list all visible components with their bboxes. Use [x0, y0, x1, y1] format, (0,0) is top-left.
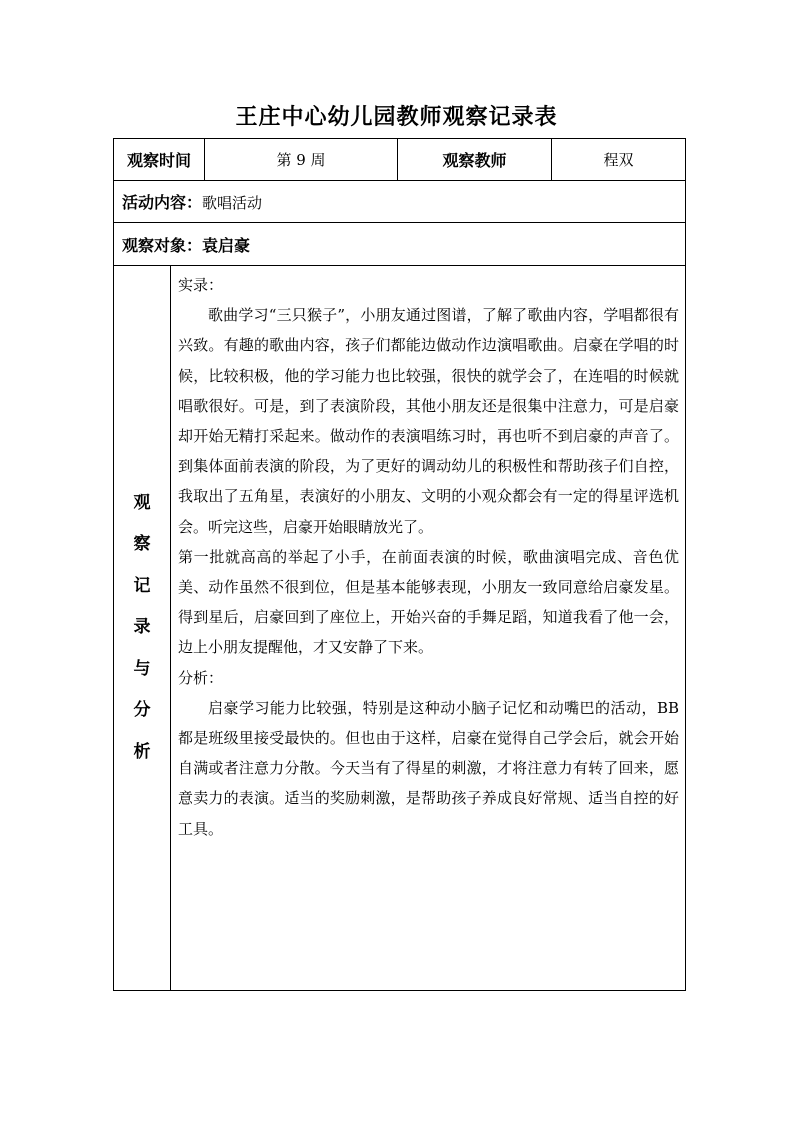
activity-value: 歌唱活动 — [202, 194, 263, 212]
side-char: 察 — [133, 534, 151, 555]
subject-label: 观察对象： — [122, 235, 203, 255]
record-analysis-body — [171, 266, 686, 991]
analysis-paragraph: 启豪学习能力比较强，特别是这种动小脑子记忆和动嘴巴的活动，BB 都是班级里接受最快的。但也由于这样，启豪在觉得自己学会后，就会开始自满或者注意力分散。今天当有了得星的刺激，才将注意力有转了回来，愿意卖力的表演。适当的奖励刺激，是帮助孩子养成良好常规、适当自控的好工具。 — [178, 698, 680, 838]
activity-row — [114, 181, 686, 223]
subject-row — [114, 223, 686, 266]
record-paragraph: 第一批就高高的举起了小手，在前面表演的时候，歌曲演唱完成、音色优美、动作虽然不很到位，但是基本能够表现，小朋友一致同意给启豪发星。得到星后，启豪回到了座位上，开始兴奋的手舞足蹈，知道我看了他一会，边上小朋友提醒他，才又安静了下来。 — [178, 547, 680, 657]
teacher-value: 程双 — [552, 139, 686, 181]
record-paragraph: 歌曲学习“三只猴子”，小朋友通过图谱，了解了歌曲内容，学唱都很有兴致。有趣的歌曲内容，孩子们都能边做动作边演唱歌曲。启豪在学唱的时候，比较积极，他的学习能力也比较强，很快的就学会了，在连唱的时候就唱歌很好。可是，到了表演阶段，其他小朋友还是很集中注意力，可是启豪却开始无精打采起来。做动作的表演唱练习时，再也听不到启豪的声音了。到集体面前表演的阶段，为了更好的调动幼儿的积极性和帮助孩子们自控，我取出了五角星，表演好的小朋友、文明的小观众都会有一定的得星评选机会。听完这些，启豪开始眼睛放光了。 — [178, 306, 680, 536]
time-label: 观察时间 — [114, 139, 205, 181]
subject-value: 袁启豪 — [202, 235, 251, 255]
observation-form — [113, 138, 686, 991]
side-char: 分 — [133, 700, 151, 721]
side-char: 观 — [133, 492, 151, 513]
time-value: 第 9 周 — [205, 139, 398, 181]
side-char: 析 — [133, 741, 151, 762]
page-title: 王庄中心幼儿园教师观察记录表 — [235, 104, 558, 130]
side-char: 与 — [133, 658, 151, 679]
record-analysis-side-label — [114, 266, 171, 991]
side-char: 录 — [133, 617, 151, 638]
record-heading: 实录： — [178, 276, 224, 294]
side-char: 记 — [133, 575, 151, 596]
teacher-label: 观察教师 — [398, 139, 552, 181]
activity-label: 活动内容： — [122, 193, 203, 212]
analysis-heading: 分析： — [178, 668, 224, 687]
